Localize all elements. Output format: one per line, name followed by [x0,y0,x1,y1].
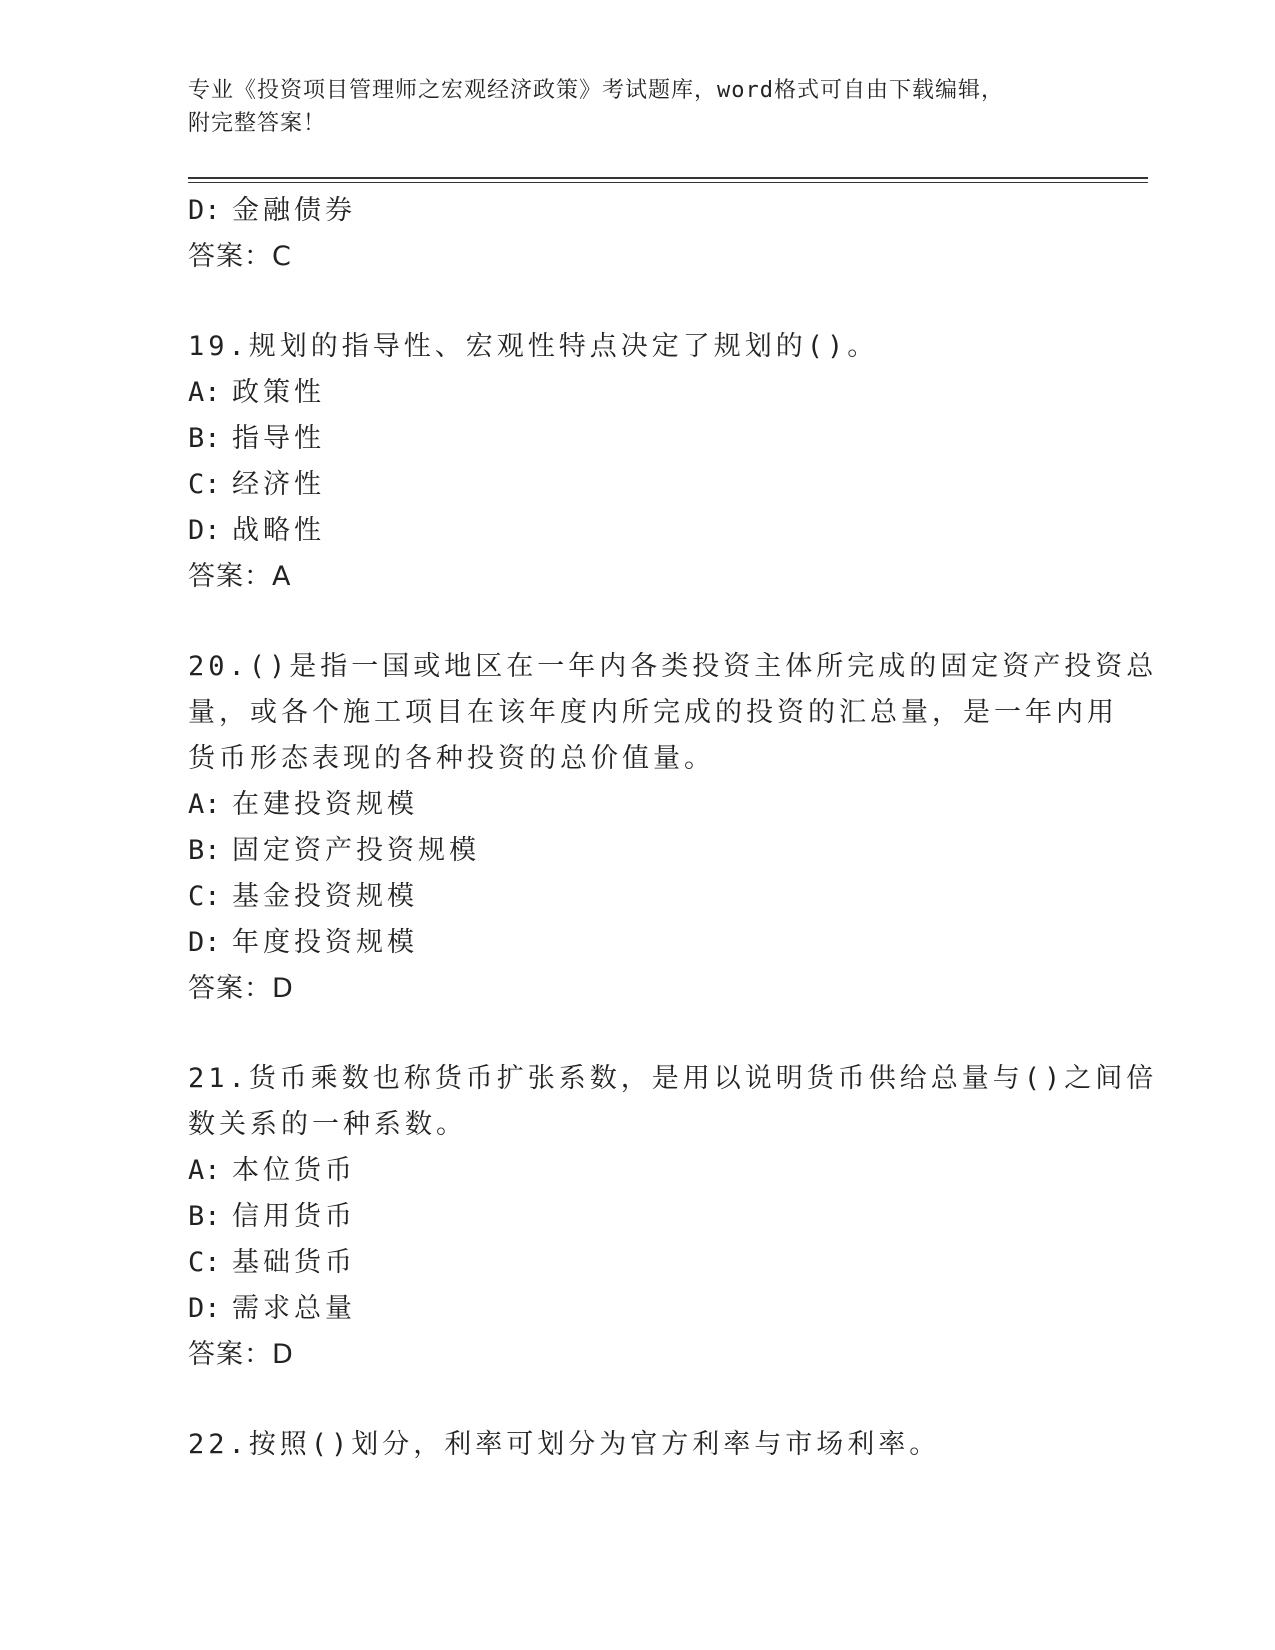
header-line: 专业《投资项目管理师之宏观经济政策》考试题库，word格式可自由下载编辑， [188,78,1004,103]
option-text: 在建投资规模 [232,789,418,820]
option-letter: D: [188,1293,221,1324]
answer-line: 答案：A [188,561,292,592]
option-text: 指导性 [232,423,325,454]
option-b [188,1194,1088,1240]
option-letter: B: [188,835,221,866]
option-a [188,1148,1088,1194]
option-c [188,462,1088,508]
option-d [188,188,1088,234]
option-letter: A: [188,377,221,408]
option-text: 政策性 [232,377,325,408]
page-header [188,74,1088,140]
option-text: 战略性 [232,515,325,546]
option-a [188,782,1088,828]
option-b [188,828,1088,874]
question-text-line: 货币形态表现的各种投资的总价值量。 [188,743,715,774]
question-text-line: 22.按照()划分，利率可划分为官方利率与市场利率。 [188,1429,941,1460]
option-d [188,508,1088,554]
question-text [188,1422,1088,1468]
question-list [188,188,1158,1468]
option-letter: C: [188,1247,221,1278]
question-text [188,644,1158,782]
option-b [188,416,1088,462]
question-text-line: 20.()是指一国或地区在一年内各类投资主体所完成的固定资产投资总 [188,651,1158,682]
option-letter: B: [188,423,221,454]
option-c [188,1240,1088,1286]
option-d [188,1286,1088,1332]
option-a [188,370,1088,416]
option-text: 本位货币 [232,1155,356,1186]
question-21 [188,1056,1158,1378]
previous-question-tail [188,188,1088,280]
option-letter: A: [188,789,221,820]
question-20 [188,644,1158,1012]
option-text: 基金投资规模 [232,881,418,912]
question-text-line: 量，或各个施工项目在该年度内所完成的投资的汇总量，是一年内用 [188,697,1118,728]
option-letter: C: [188,881,221,912]
question-19 [188,324,1088,600]
header-line: 附完整答案！ [188,111,327,136]
header-divider-thin [188,182,1148,183]
option-text: 固定资产投资规模 [232,835,480,866]
option-letter: D: [188,195,221,226]
option-text: 金融债券 [232,195,356,226]
answer-line: 答案：D [188,973,294,1004]
question-text-line: 19.规划的指导性、宏观性特点决定了规划的()。 [188,331,879,362]
question-text [188,324,1088,370]
question-text [188,1056,1158,1148]
option-letter: D: [188,927,221,958]
option-text: 年度投资规模 [232,927,418,958]
header-divider-thick [188,177,1148,179]
option-text: 经济性 [232,469,325,500]
question-22 [188,1422,1088,1468]
option-text: 需求总量 [232,1293,356,1324]
option-letter: D: [188,515,221,546]
option-letter: A: [188,1155,221,1186]
option-letter: C: [188,469,221,500]
question-text-line: 数关系的一种系数。 [188,1109,467,1140]
answer-line: 答案：C [188,241,292,272]
option-text: 信用货币 [232,1201,356,1232]
option-c [188,874,1088,920]
question-text-line: 21.货币乘数也称货币扩张系数，是用以说明货币供给总量与()之间倍 [188,1063,1158,1094]
answer-line: 答案：D [188,1339,294,1370]
option-letter: B: [188,1201,221,1232]
option-d [188,920,1088,966]
option-text: 基础货币 [232,1247,356,1278]
